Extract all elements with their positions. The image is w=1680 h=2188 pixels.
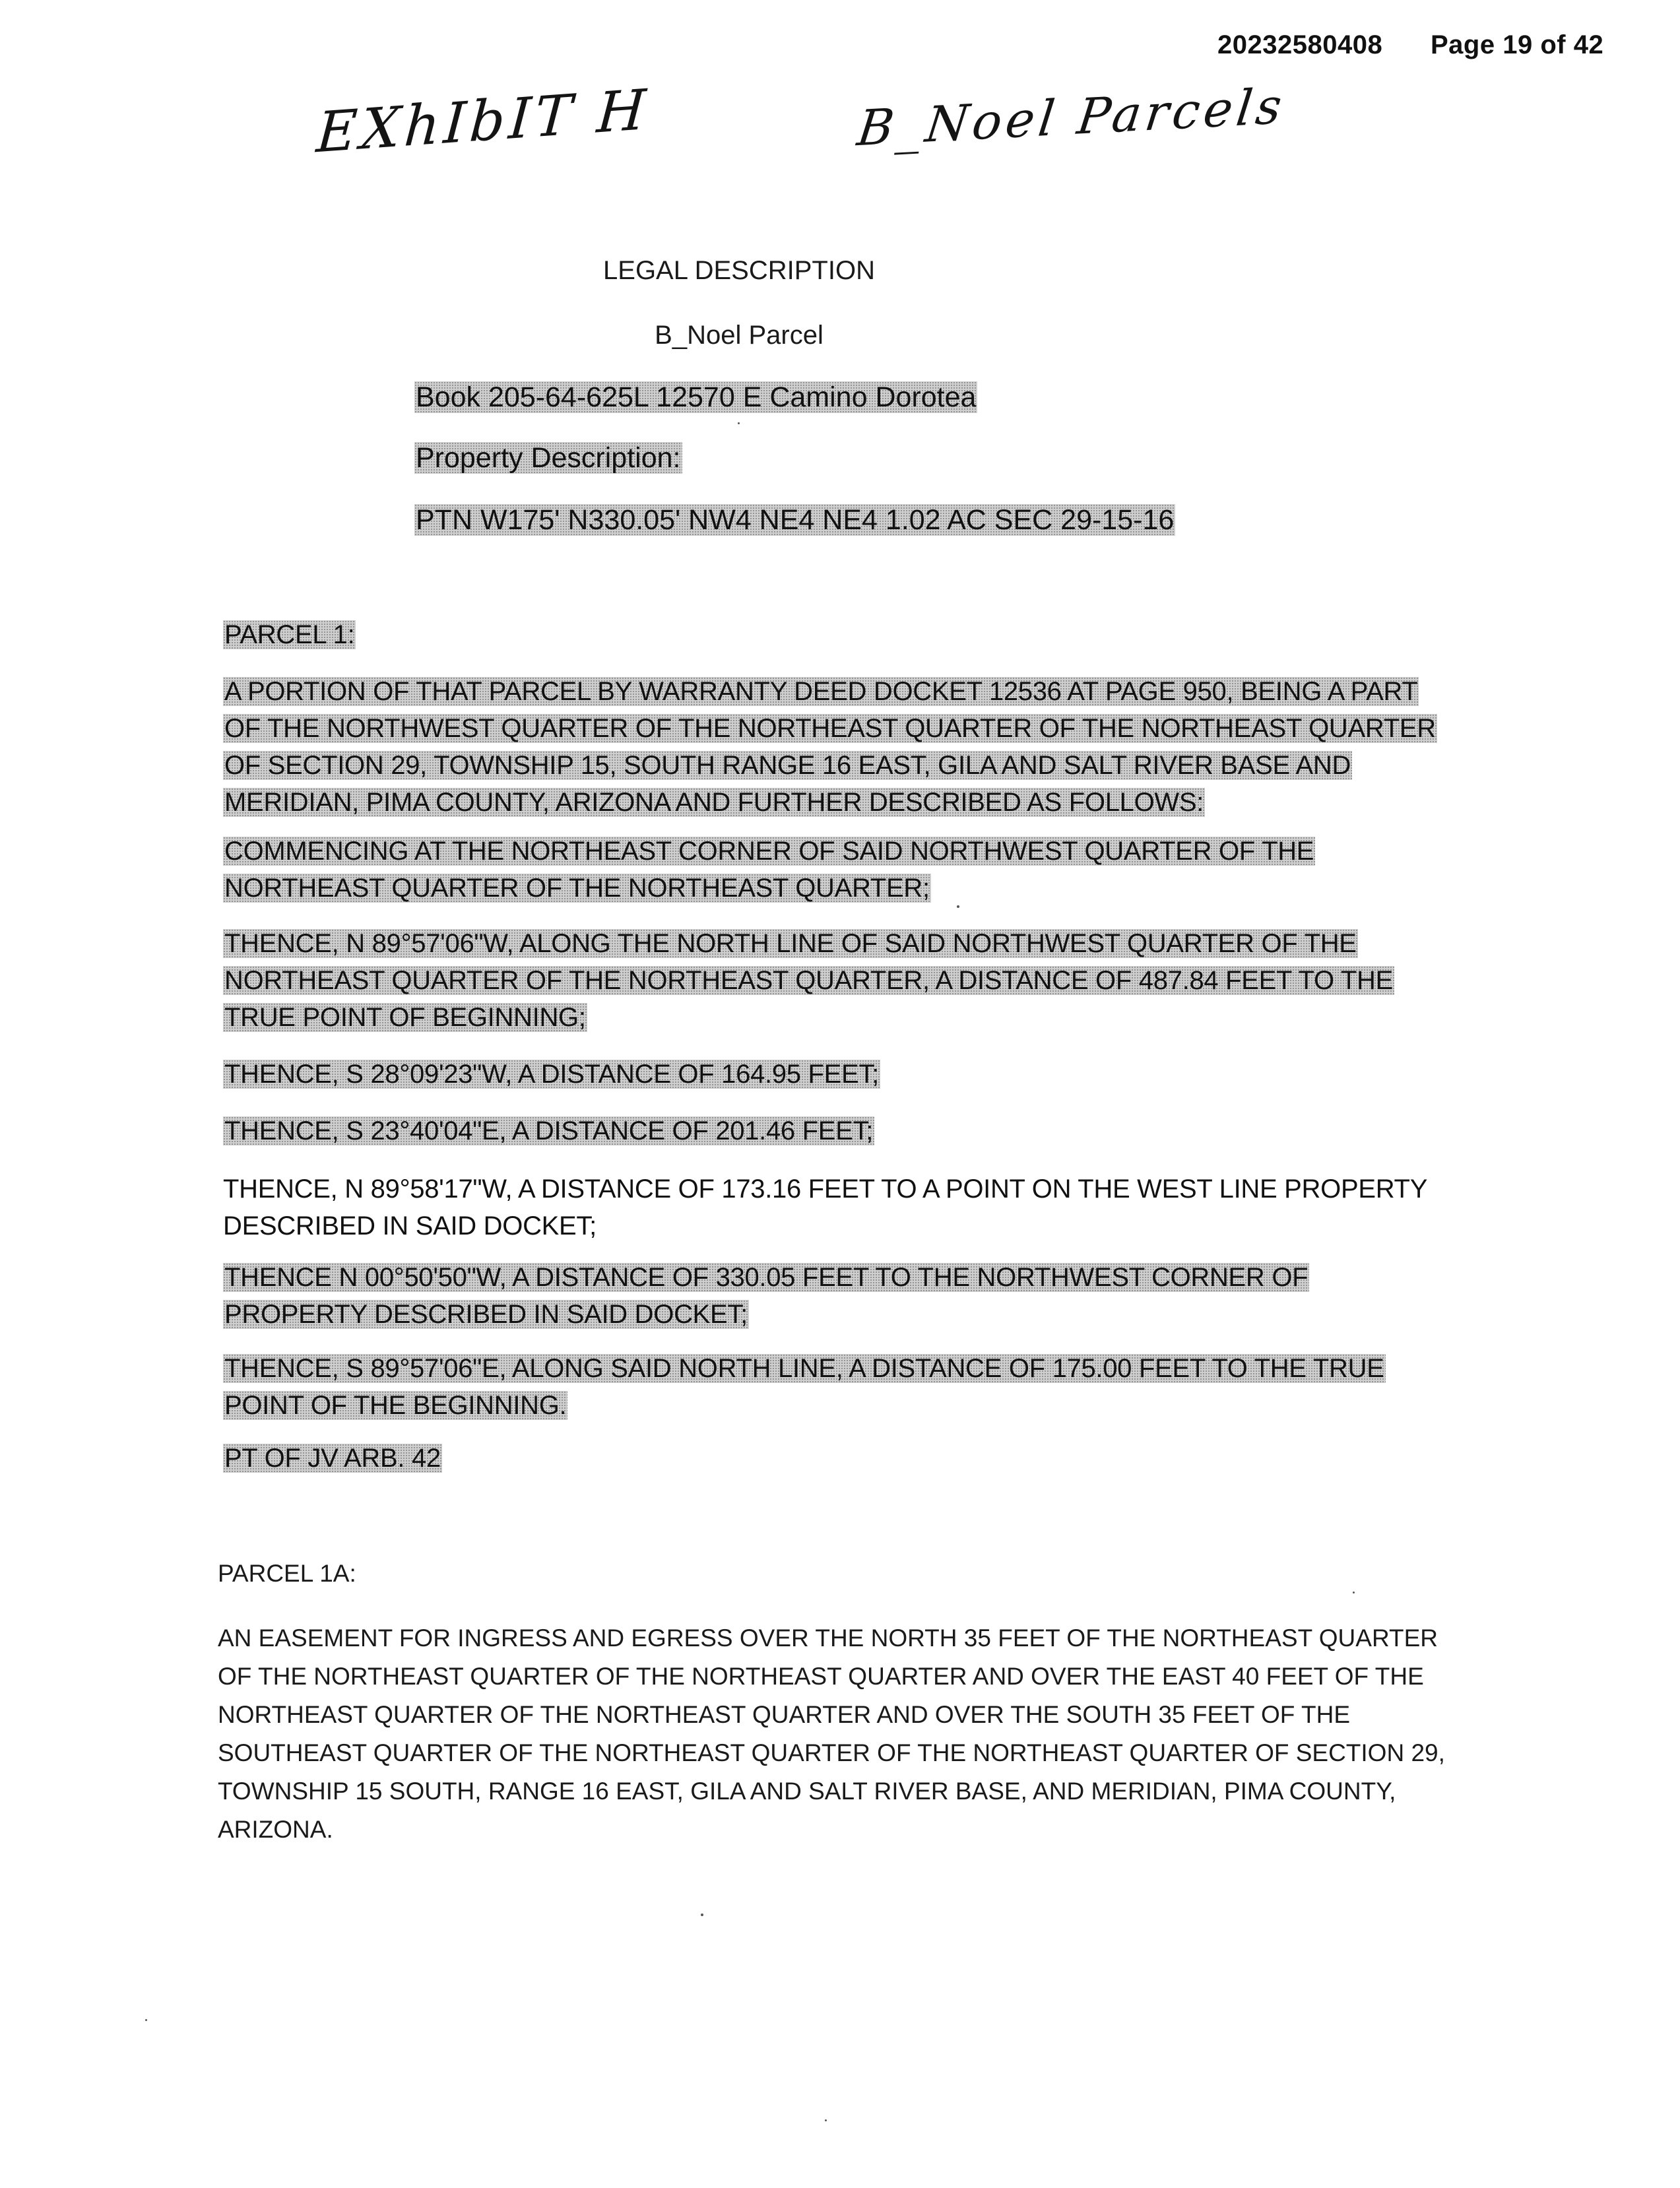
thence-call-4-text: THENCE, N 89°58'17"W, A DISTANCE OF 173.16 FEET TO A POINT ON THE WEST LINE PROPERTY DESCRIBED IN SAID DOCKET; bbox=[223, 1174, 1427, 1240]
property-description-label bbox=[414, 442, 682, 474]
scan-speck bbox=[957, 905, 959, 908]
ptn-line-text: PTN W175' N330.05' NW4 NE4 NE4 1.02 AC SEC 29-15-16 bbox=[416, 504, 1175, 536]
thence-call-2 bbox=[223, 1056, 1457, 1093]
parcel-1-intro bbox=[223, 673, 1457, 821]
book-line bbox=[414, 381, 977, 414]
pt-line-text: PT OF JV ARB. 42 bbox=[224, 1444, 441, 1473]
property-description-label-text: Property Description: bbox=[416, 442, 681, 474]
scan-speck bbox=[1353, 1592, 1355, 1593]
parcel-1-intro-text: A PORTION OF THAT PARCEL BY WARRANTY DEED DOCKET 12536 AT PAGE 950, BEING A PART OF THE NORTHWEST QUARTER OF THE NORTHEAST QUARTER OF THE NORTHEAST QUARTER OF SECTION 29, TOWNSHIP 15, SOUTH RANGE 16 EAST, GILA AND SALT RIVER BASE AND MERIDIAN, PIMA COUNTY, ARIZONA AND FURTHER DESCRIBED AS FOLLOWS: bbox=[224, 677, 1436, 817]
commencing-paragraph bbox=[223, 833, 1457, 907]
thence-call-6 bbox=[223, 1350, 1457, 1424]
parcel-1-heading-text: PARCEL 1: bbox=[224, 620, 355, 649]
thence-call-1-text: THENCE, N 89°57'06"W, ALONG THE NORTH LINE OF SAID NORTHWEST QUARTER OF THE NORTHEAST QUARTER OF THE NORTHEAST QUARTER, A DISTANCE OF 487.84 FEET TO THE TRUE POINT OF BEGINNING; bbox=[224, 929, 1393, 1032]
parcel-1a-heading: PARCEL 1A: bbox=[218, 1560, 356, 1587]
parcel-1a-text: AN EASEMENT FOR INGRESS AND EGRESS OVER THE NORTH 35 FEET OF THE NORTHEAST QUARTER OF THE NORTHEAST QUARTER OF THE NORTHEAST QUARTER AND OVER THE EAST 40 FEET OF THE NORTHEAST QUARTER OF THE NORTHEAST QUARTER AND OVER THE SOUTH 35 FEET OF THE SOUTHEAST QUARTER OF THE NORTHEAST QUARTER OF THE NORTHEAST QUARTER OF SECTION 29, TOWNSHIP 15 SOUTH, RANGE 16 EAST, GILA AND SALT RIVER BASE, AND MERIDIAN, PIMA COUNTY, ARIZONA. bbox=[218, 1625, 1445, 1843]
thence-call-5 bbox=[223, 1259, 1457, 1333]
handwritten-parcel-note: B_Noel Parcels bbox=[854, 77, 1289, 158]
ptn-line bbox=[414, 504, 1175, 536]
scan-speck bbox=[701, 1914, 703, 1916]
thence-call-4 bbox=[223, 1171, 1457, 1244]
scan-speck bbox=[825, 2119, 827, 2121]
page-indicator: Page 19 of 42 bbox=[1431, 30, 1604, 59]
commencing-paragraph-text: COMMENCING AT THE NORTHEAST CORNER OF SAID NORTHWEST QUARTER OF THE NORTHEAST QUARTER OF THE NORTHEAST QUARTER; bbox=[224, 837, 1314, 903]
legal-description-title: LEGAL DESCRIPTION bbox=[603, 256, 875, 285]
thence-call-2-text: THENCE, S 28°09'23"W, A DISTANCE OF 164.95 FEET; bbox=[224, 1060, 879, 1089]
thence-call-1 bbox=[223, 925, 1457, 1036]
thence-call-5-text: THENCE N 00°50'50"W, A DISTANCE OF 330.05 FEET TO THE NORTHWEST CORNER OF PROPERTY DESCRIBED IN SAID DOCKET; bbox=[224, 1263, 1308, 1329]
thence-call-3 bbox=[223, 1112, 1457, 1149]
book-line-text: Book 205-64-625L 12570 E Camino Dorotea bbox=[416, 381, 977, 413]
thence-call-3-text: THENCE, S 23°40'04"E, A DISTANCE OF 201.46 FEET; bbox=[224, 1116, 874, 1145]
scan-speck bbox=[738, 422, 740, 424]
thence-call-6-text: THENCE, S 89°57'06"E, ALONG SAID NORTH LINE, A DISTANCE OF 175.00 FEET TO THE TRUE POINT OF THE BEGINNING. bbox=[224, 1354, 1384, 1420]
document-number: 20232580408 bbox=[1217, 30, 1383, 59]
parcel-name: B_Noel Parcel bbox=[655, 321, 824, 350]
scan-speck bbox=[145, 2019, 147, 2021]
pt-line bbox=[223, 1440, 1457, 1477]
handwritten-exhibit-label: EXhIbIT H bbox=[314, 77, 652, 166]
parcel-1-heading bbox=[223, 616, 1457, 653]
